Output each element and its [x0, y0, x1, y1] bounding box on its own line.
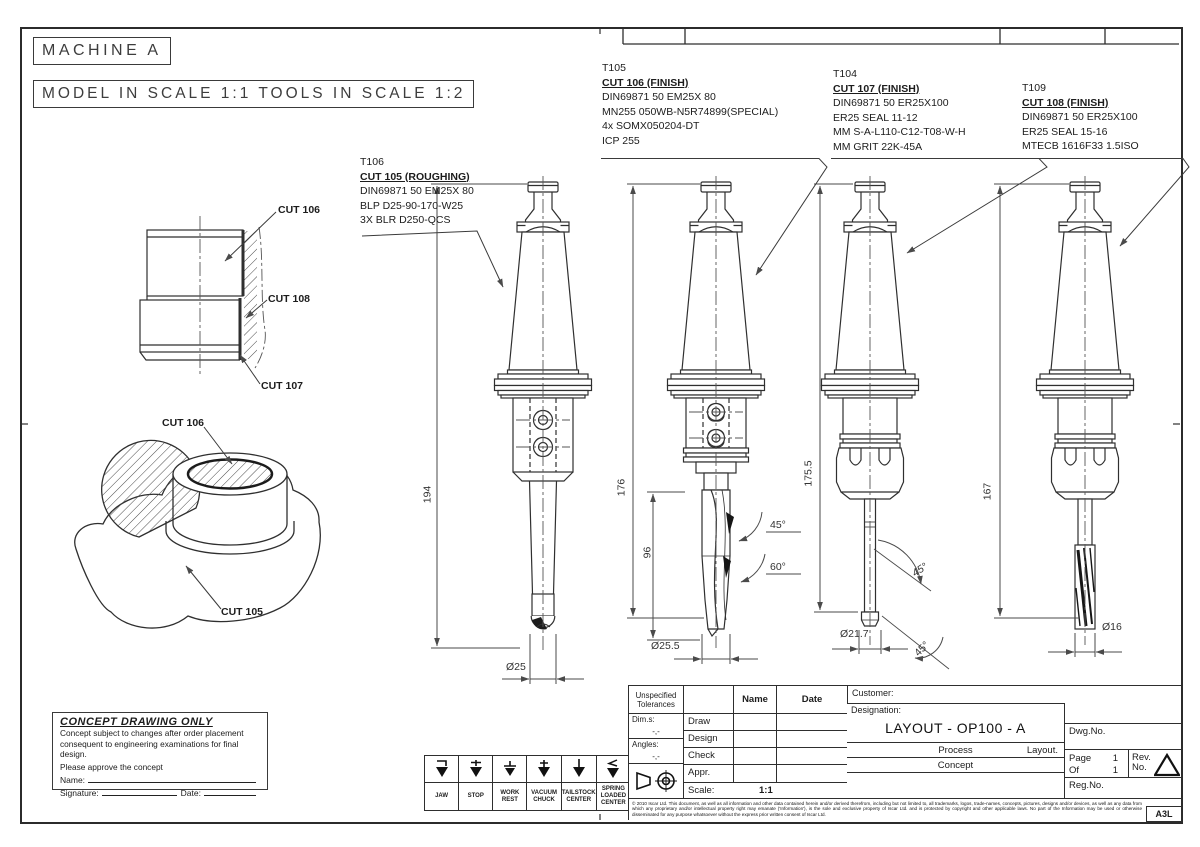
- tool-line: DIN69871 50 EM25X 80: [602, 91, 716, 103]
- cut-label-section-bottom: CUT 107: [261, 380, 304, 392]
- row-appr-label: Appr.: [683, 764, 733, 782]
- draw-date-cell: [776, 713, 847, 730]
- tool-line: BLP D25-90-170-W25: [360, 199, 464, 212]
- tool-line: 3X BLR D250-QCS: [360, 214, 451, 226]
- customer-label: Customer:: [847, 686, 1182, 703]
- tool-line: ICP 255: [602, 134, 640, 147]
- dim-angle2-t104: 45°: [912, 639, 932, 659]
- stop-icon: [459, 756, 492, 783]
- dim-dia-t109: Ø16: [1102, 621, 1122, 633]
- tool-line: MTECB 1616F33 1.5ISO: [1022, 140, 1139, 152]
- date-fill-line: [204, 788, 256, 796]
- concept-signature-row: [60, 788, 260, 798]
- tolerances-title: Unspecified Tolerances: [635, 690, 677, 709]
- legend-cell-tailstock-center: [562, 756, 597, 810]
- tool-line: ER25 SEAL 11-12: [833, 111, 918, 124]
- dim-flute-t105: 96: [641, 546, 654, 559]
- projection-symbol: [629, 763, 683, 798]
- dim-dia-t104: Ø21.7: [840, 628, 869, 640]
- scale-label: Scale:: [683, 782, 733, 798]
- concept-approval-box: [52, 712, 268, 798]
- tool-id: T105: [602, 62, 626, 74]
- check-date-cell: [776, 747, 847, 764]
- tool-note-t106: [360, 155, 474, 228]
- dim-angle1-t105: 45°: [770, 519, 786, 531]
- appr-name-cell: [733, 764, 776, 782]
- dims-label: Dim.s:: [629, 713, 683, 725]
- check-name-cell: [733, 747, 776, 764]
- scale-note: MODEL IN SCALE 1:1 TOOLS IN SCALE 1:2: [42, 85, 466, 102]
- row-check-label: Check: [683, 747, 733, 764]
- name-label: Name:: [60, 775, 86, 785]
- sheet-format-code: A3L: [1146, 806, 1182, 822]
- dim-dia-t105: Ø25.5: [651, 640, 680, 652]
- work-rest-icon: [493, 756, 526, 783]
- cut-label-section-top: CUT 106: [278, 204, 321, 216]
- legend-cell-stop: [459, 756, 493, 810]
- tool-cut: CUT 105 (ROUGHING): [360, 170, 470, 183]
- tool-cut: CUT 107 (FINISH): [833, 82, 920, 95]
- row-design-label: Design: [683, 730, 733, 747]
- angles-label: Angles:: [629, 738, 683, 750]
- page-of-cell: [1064, 749, 1128, 777]
- design-date-cell: [776, 730, 847, 747]
- row-draw-label: Draw: [683, 713, 733, 730]
- cut-label-iso-top: CUT 106: [162, 417, 205, 429]
- legend-label: STOP: [467, 793, 484, 799]
- jaw-icon: [425, 756, 458, 783]
- dim-angle1-t104: 45°: [910, 560, 930, 580]
- concept-body-line: Please approve the concept: [60, 761, 163, 772]
- appr-date-cell: [776, 764, 847, 782]
- revision-strip: [623, 28, 1179, 44]
- dim-length-t105: 176: [615, 478, 628, 497]
- page-label: Page: [1069, 753, 1092, 764]
- signature-label: Signature:: [60, 788, 99, 798]
- vacuum-chuck-icon: [527, 756, 560, 783]
- design-name-cell: [733, 730, 776, 747]
- tool-cut: CUT 108 (FINISH): [1022, 96, 1109, 109]
- workpiece-iso-view: [75, 440, 321, 628]
- concept-body-line: Concept subject to changes after order placement: [60, 728, 244, 738]
- scale-value: 1:1: [733, 782, 847, 798]
- concept-body-line: consequent to engineering examinations for final design.: [60, 738, 239, 759]
- workholding-legend: [424, 755, 631, 811]
- legend-cell-work-rest: [493, 756, 527, 810]
- tool-line: MN255 050WB-N5R74899(SPECIAL): [602, 105, 779, 118]
- tool-id: T109: [1022, 82, 1046, 94]
- tool-id: T106: [360, 156, 384, 168]
- tool-id: T104: [833, 68, 857, 80]
- machine-title: MACHINE A: [42, 42, 162, 59]
- tool-line: ER25 SEAL 15-16: [1022, 125, 1108, 138]
- of-label: Of: [1069, 765, 1080, 776]
- dim-length-t106: 194: [421, 485, 434, 504]
- col-name-header: Name: [733, 686, 776, 713]
- tool-cut: CUT 106 (FINISH): [602, 76, 689, 89]
- dwg-upper-cell: [1064, 703, 1182, 723]
- dim-dia-t106: Ø25: [506, 661, 526, 673]
- dim-length-t104: 175.5: [802, 460, 815, 487]
- legend-cell-jaw: [425, 756, 459, 810]
- tool-note-t104: [833, 67, 966, 154]
- empty-row: [847, 772, 1064, 798]
- tool-note-t109: [1022, 81, 1139, 154]
- legend-label: JAW: [435, 793, 449, 799]
- tool-line: DIN69871 50 ER25X100: [833, 97, 949, 109]
- reg-no-label: Reg.No.: [1064, 777, 1182, 798]
- legend-label: TAILSTOCK CENTER: [561, 789, 596, 803]
- concept-title: CONCEPT DRAWING ONLY: [60, 716, 213, 728]
- process-layout-row: [847, 742, 1064, 757]
- signature-fill-line: [102, 788, 177, 796]
- rev-label: Rev.: [1132, 752, 1151, 763]
- tool-line: DIN69871 50 EM25X 80: [360, 185, 474, 197]
- tailstock-center-icon: [562, 756, 596, 783]
- spring-loaded-center-icon: [597, 756, 630, 783]
- scale-note-box: [33, 80, 474, 108]
- cut-label-section-mid: CUT 108: [268, 293, 311, 305]
- layout-label: Layout.: [1026, 745, 1058, 756]
- cut-label-iso-bottom: CUT 105: [221, 606, 264, 618]
- page-value: 1: [1112, 753, 1118, 764]
- legend-cell-vacuum-chuck: [527, 756, 561, 810]
- tool-note-t105: [602, 61, 778, 148]
- name-fill-line: [88, 775, 256, 783]
- draw-name-cell: [733, 713, 776, 730]
- tool-line: 4x SOMX050204-DT: [602, 120, 700, 132]
- dim-length-t109: 167: [981, 482, 994, 501]
- concept-name-row: [60, 775, 260, 785]
- legend-label: VACUUM CHUCK: [531, 789, 557, 803]
- dim-angle2-t105: 60°: [770, 561, 786, 573]
- tool-line: MM S-A-L110-C12-T08-W-H: [833, 126, 966, 138]
- title-block: [628, 685, 1181, 820]
- legend-cell-spring-loaded-center: [597, 756, 630, 810]
- concept-label: Concept: [847, 757, 1064, 772]
- legend-label: SPRING LOADED CENTER: [600, 786, 627, 806]
- of-value: 1: [1112, 765, 1118, 776]
- process-label: Process: [938, 745, 973, 756]
- col-date-header: Date: [776, 686, 847, 713]
- dims-value: -,-: [652, 727, 660, 736]
- no-label: No.: [1132, 762, 1147, 773]
- designation-label: Designation:: [847, 703, 1064, 714]
- tool-line: MM GRIT 22K-45A: [833, 140, 923, 153]
- signoff-corner: [683, 686, 733, 713]
- dwg-no-label: Dwg.No.: [1064, 723, 1182, 749]
- date-label: Date:: [180, 788, 201, 798]
- legend-label: WORK REST: [500, 789, 520, 803]
- revision-triangle-icon: [1154, 753, 1180, 777]
- copyright-text: © 2010 Iscar Ltd. This document, as well as all information and other data contained herein and/or derived therefrom, including but not limited to, all trademarks, logos, trade-names, concepts, pictures, designs and/or devices, as well as any data from which any proprietary and/or intellectual property right may emanate ('Information'), is the sole and exclusive property of Iscar Ltd. and is protected by copyright and other applicable laws. No part of the Information may be used or otherwise disseminated for any purpose whatsoever without the express prior written consent of Iscar Ltd.: [629, 798, 1182, 821]
- rev-no-cell: [1128, 749, 1182, 777]
- machine-title-box: [33, 37, 171, 65]
- angles-value: -,-: [652, 752, 660, 761]
- tool-line: DIN69871 50 ER25X100: [1022, 111, 1138, 123]
- designation-value: LAYOUT - OP100 - A: [885, 720, 1026, 736]
